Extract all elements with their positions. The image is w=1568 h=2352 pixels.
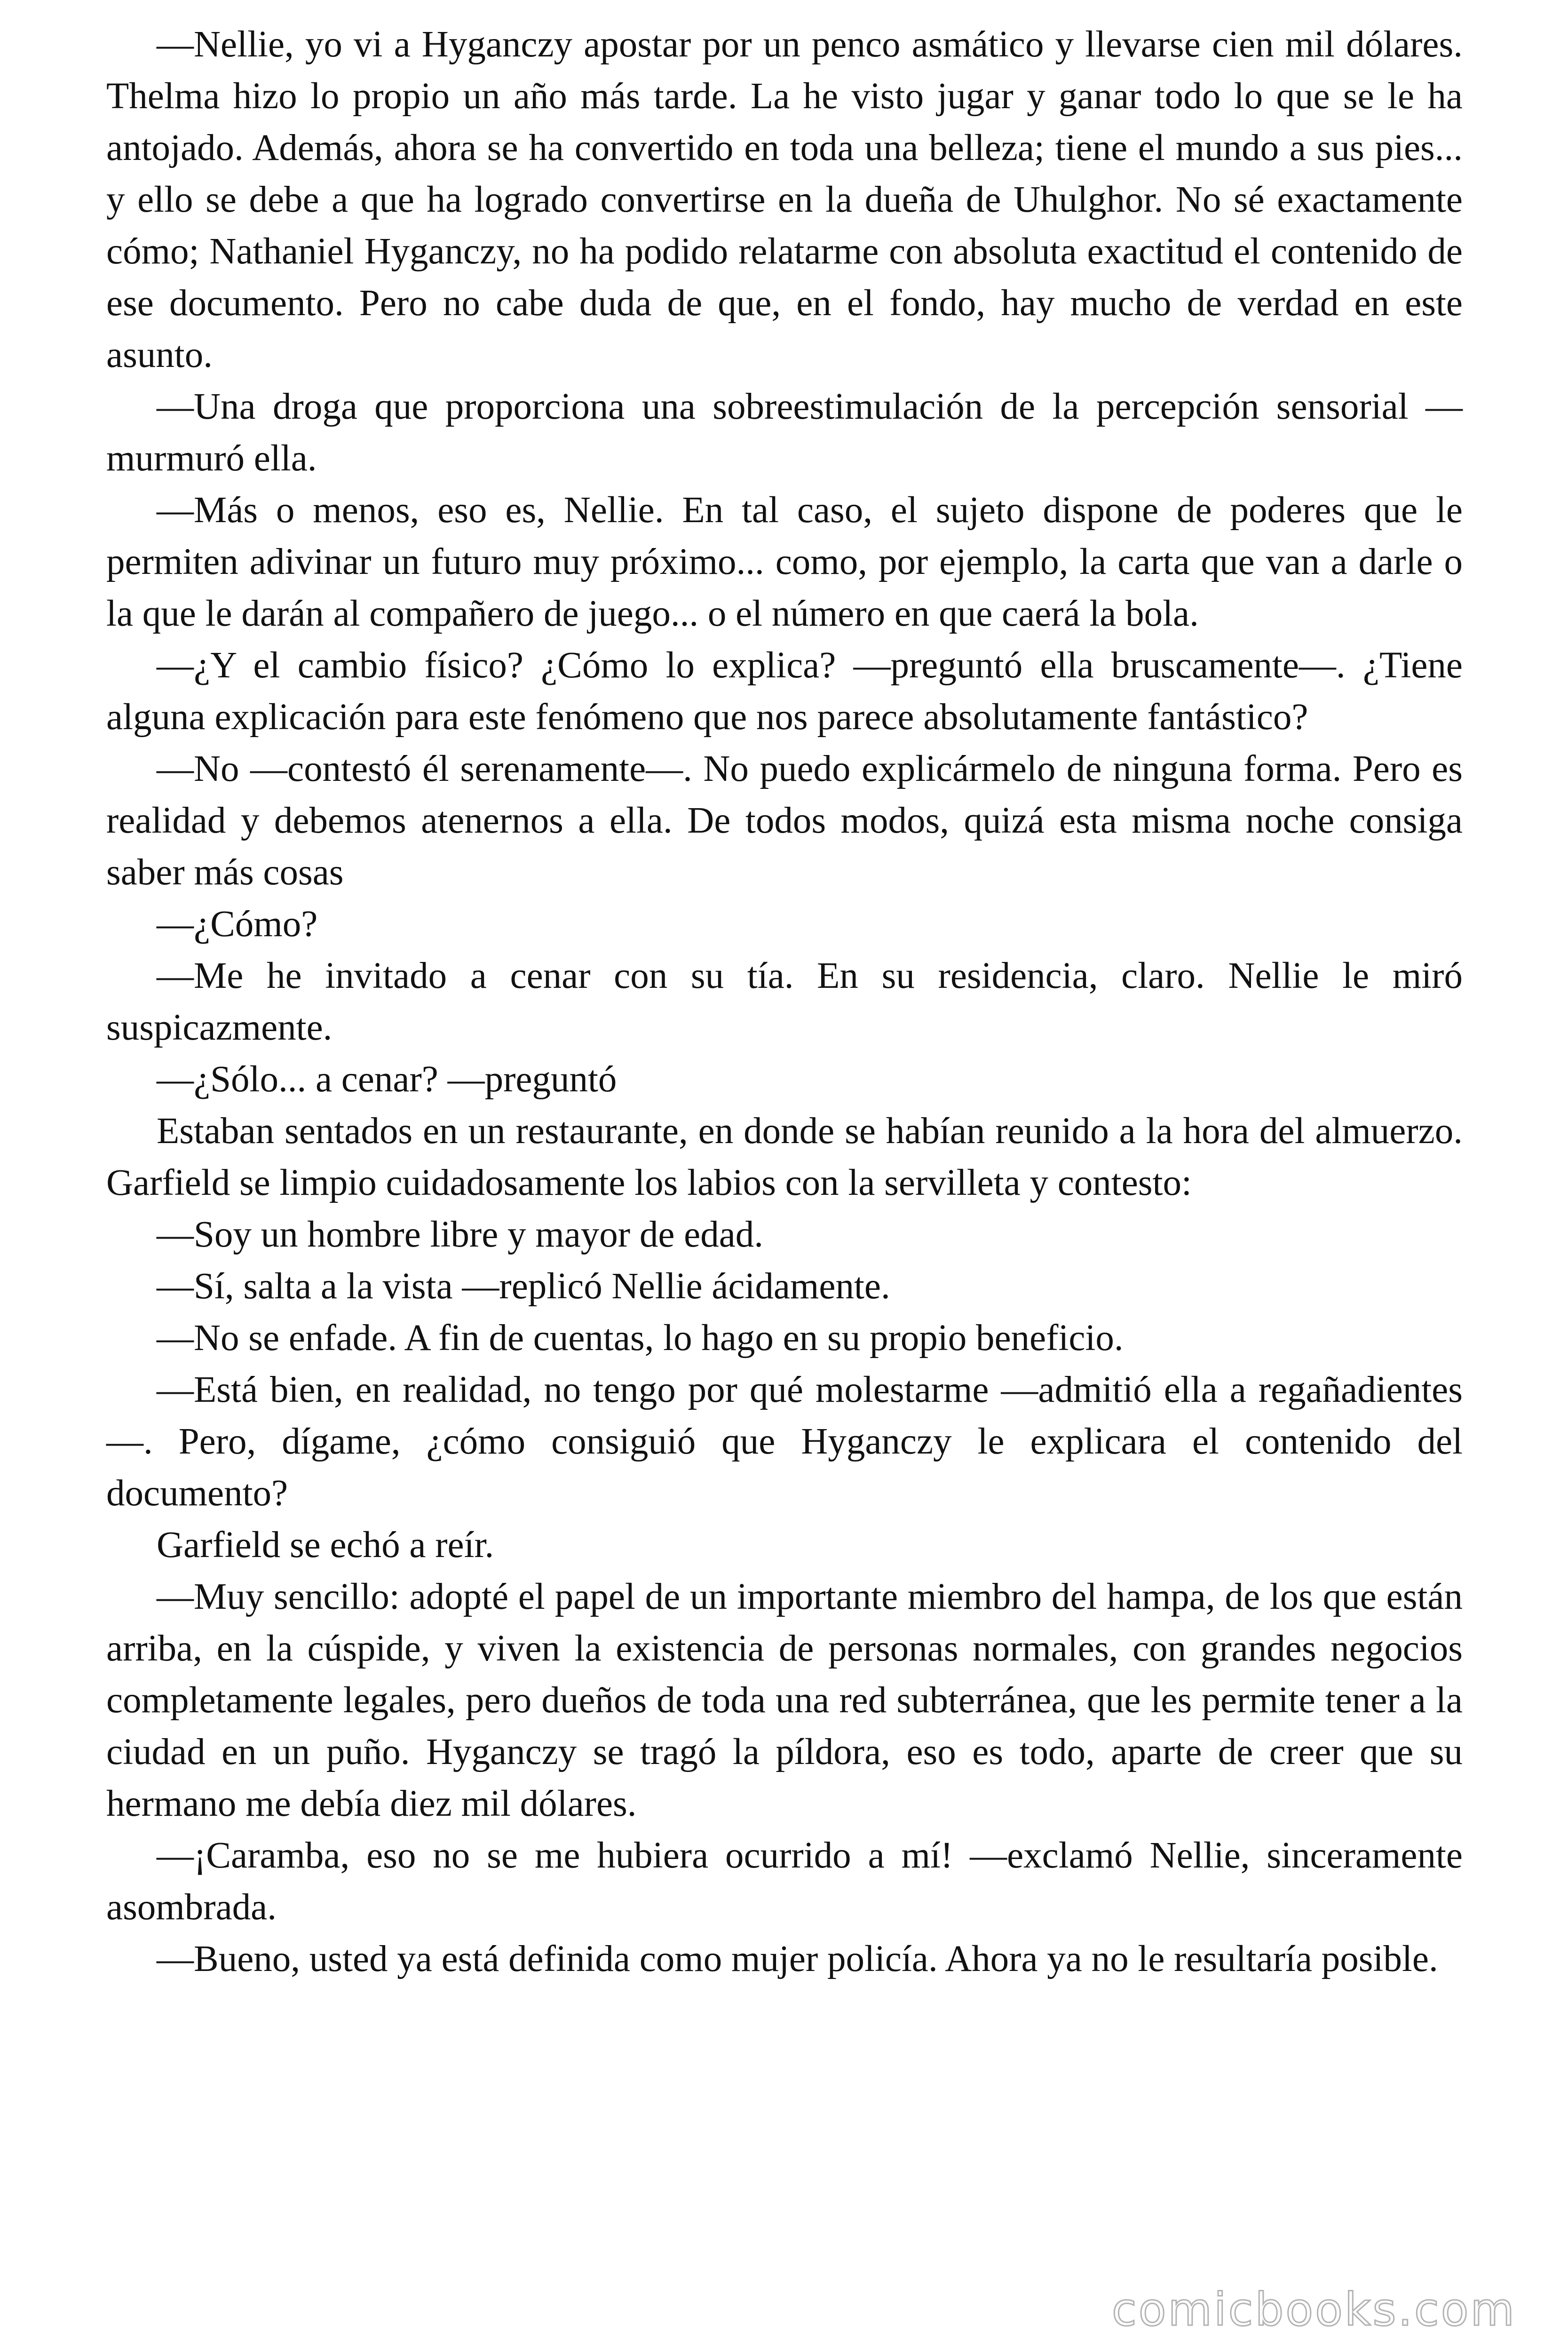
paragraph: —¿Sólo... a cenar? —preguntó: [157, 1059, 617, 1100]
paragraph: —Está bien, en realidad, no tengo por qué molestarme —admitió ella a regañadientes—. Pero, dígame, ¿cómo consiguió que Hyganczy le explicara el contenido del documento?: [106, 1369, 1463, 1514]
paragraph: —Más o menos, eso es, Nellie. En tal caso, el sujeto dispone de poderes que le permiten adivinar un futuro muy próximo... como, por ejemplo, la carta que van a darle o la que le darán al compañero de juego... o el número en que caerá la bola.: [106, 490, 1463, 634]
paragraph: —No se enfade. A fin de cuentas, lo hago en su propio beneficio.: [157, 1318, 1124, 1359]
paragraph: Garfield se echó a reír.: [157, 1525, 494, 1565]
paragraph: —No —contestó él serenamente—. No puedo explicármelo de ninguna forma. Pero es realidad y debemos atenernos a ella. De todos modos, quizá esta misma noche consiga saber más cosas: [106, 748, 1463, 893]
paragraph: —Sí, salta a la vista —replicó Nellie ácidamente.: [157, 1266, 890, 1307]
paragraph: —Bueno, usted ya está definida como mujer policía. Ahora ya no le resultaría posible.: [157, 1939, 1438, 1979]
paragraph: —¿Cómo?: [157, 904, 318, 945]
paragraph: —Nellie, yo vi a Hyganczy apostar por un penco asmático y llevarse cien mil dólares. Thelma hizo lo propio un año más tarde. La he visto jugar y ganar todo lo que se le ha antojado. Además, ahora se ha convertido en toda una belleza; tiene el mundo a sus pies... y ello se debe a que ha logrado convertirse en la dueña de Uhulghor. No sé exactamente cómo; Nathaniel Hyganczy, no ha podido relatarme con absoluta exactitud el contenido de ese documento. Pero no cabe duda de que, en el fondo, hay mucho de verdad en este asunto.: [106, 24, 1463, 375]
paragraph: —Una droga que proporciona una sobreestimulación de la percepción sensorial — murmuró ella.: [106, 386, 1463, 479]
paragraph: —¿Y el cambio físico? ¿Cómo lo explica? —preguntó ella bruscamente—. ¿Tiene alguna explicación para este fenómeno que nos parece absolutamente fantástico?: [106, 645, 1463, 738]
paragraph: —Me he invitado a cenar con su tía. En su residencia, claro. Nellie le miró suspicazmente.: [106, 955, 1463, 1048]
paragraph: Estaban sentados en un restaurante, en donde se habían reunido a la hora del almuerzo. Garfield se limpio cuidadosamente los labios con la servilleta y contesto:: [106, 1111, 1463, 1203]
paragraph: —¡Caramba, eso no se me hubiera ocurrido a mí! —exclamó Nellie, sinceramente asombrada.: [106, 1835, 1463, 1928]
watermark: comicbooks.com: [1111, 2283, 1516, 2336]
paragraph: —Muy sencillo: adopté el papel de un importante miembro del hampa, de los que están arriba, en la cúspide, y viven la existencia de personas normales, con grandes negocios completamente legales, pero dueños de toda una red subterránea, que les permite tener a la ciudad en un puño. Hyganczy se tragó la píldora, eso es todo, aparte de creer que su hermano me debía diez mil dólares.: [106, 1576, 1463, 1824]
paragraph: —Soy un hombre libre y mayor de edad.: [157, 1214, 764, 1255]
book-page: [106, 19, 1463, 2314]
